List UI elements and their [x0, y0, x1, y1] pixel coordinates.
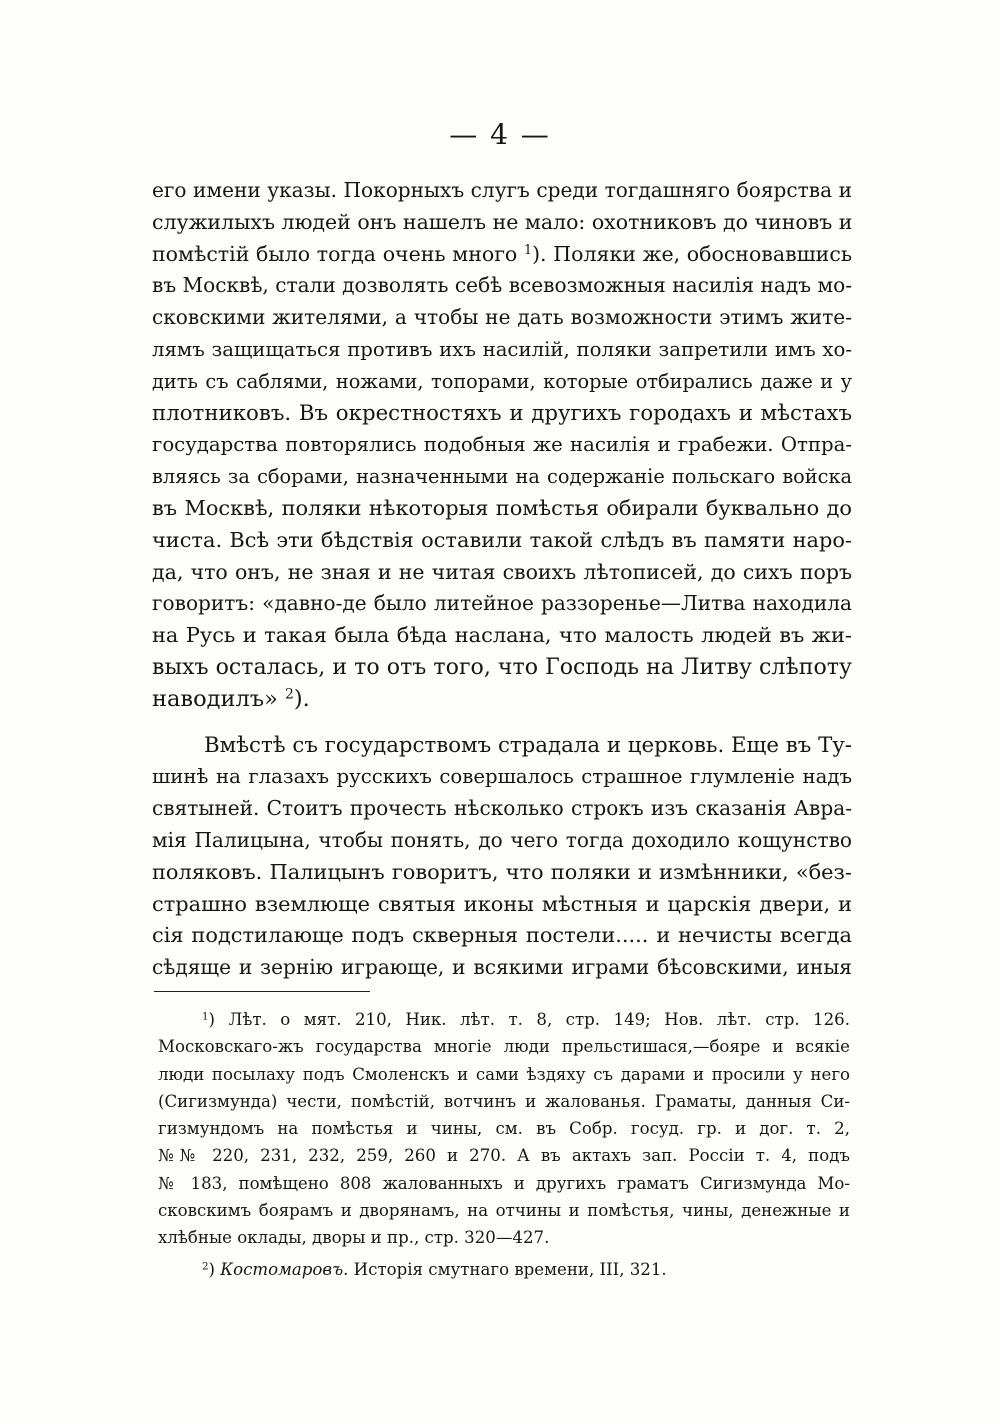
text-line: его имени указы. Покорныхъ слугъ среди тогдашняго боярства и	[152, 178, 852, 202]
text-fragment: ). Поляки же, обосновавшись	[532, 241, 852, 266]
footnote-1-line: гизмундомъ на помѣстья и чины, см. въ Собр. госуд. гр. и дог. т. 2,	[158, 1119, 850, 1139]
text-line: мія Палицына, чтобы понять, до чего тогда доходило кощунство	[152, 827, 852, 852]
footnote-1-line: № 183, помѣщено 808 жалованныхъ и другихъ граматъ Сигизмунда Мо-	[158, 1173, 850, 1193]
text-line: государства повторялись подобныя же насилія и грабежи. Отпра-	[152, 433, 852, 457]
footnote-divider	[154, 991, 370, 992]
text-fragment: ).	[293, 685, 310, 712]
text-line: святыней. Стоитъ прочесть нѣсколько строкъ изъ сказанія Авра-	[152, 796, 852, 821]
text-line: чиста. Всѣ эти бѣдствія оставили такой слѣдъ въ памяти наро-	[152, 527, 852, 552]
paragraph-gap	[152, 716, 852, 730]
footnote-1-line: (Сигизмунда) чести, помѣстій, вотчинъ и жалованья. Граматы, данныя Си-	[158, 1091, 850, 1111]
text-line: сія подстилающе подъ скверныя постели..... и нечисты всегда	[152, 923, 852, 948]
text-line: въ Москвѣ, поляки нѣкоторыя помѣстья обирали буквально до	[152, 495, 852, 520]
text-line: въ Москвѣ, стали дозволять себѣ всевозможныя насилія надъ мо-	[152, 273, 852, 298]
text-fragment: Лѣт. о мят. 210, Ник. лѣт. т. 8, стр. 149; Нов. лѣт. стр. 126.	[228, 1010, 850, 1029]
footnote-ref-1[interactable]: 1	[523, 241, 533, 257]
text-line: вляясь за сборами, назначенными на содержаніе польскаго войска	[152, 465, 852, 489]
footnote-ref-2[interactable]: 2	[285, 686, 294, 703]
text-fragment: наводилъ»	[152, 685, 278, 712]
footnote-1-line: хлѣбные оклады, дворы и пр., стр. 320—427.	[158, 1228, 550, 1248]
text-line: страшно вземлюще святыя иконы мѣстныя и царскія двери, и	[152, 891, 852, 916]
footnote-1-line: №№ 220, 231, 232, 259, 260 и 270. А въ актахъ зап. Россіи т. 4, подъ	[158, 1146, 850, 1166]
text-line: поляковъ. Палицынъ говоритъ, что поляки и измѣнники, «без-	[152, 859, 852, 884]
footnote-2-author: Костомаровъ.	[220, 1259, 349, 1279]
text-line: на Русь и такая была бѣда наслана, что малость людей въ жи-	[152, 623, 852, 648]
text-line: сѣдяще и зернію играюще, и всякими играми бѣсовскими, иныя	[152, 955, 852, 980]
text-line: шинѣ на глазахъ русскихъ совершалось страшное глумленіе надъ	[152, 765, 852, 789]
footnote-2-text: Исторія смутнаго времени, III, 321.	[348, 1259, 667, 1279]
text-line: говоритъ: «давно-де было литейное раззоренье—Литва находила	[152, 591, 852, 616]
text-line: плотниковъ. Въ окрестностяхъ и другихъ городахъ и мѣстахъ	[152, 400, 852, 426]
text-line: служилыхъ людей онъ нашелъ не мало: охотниковъ до чиновъ и	[152, 209, 852, 234]
text-line: лямъ защищаться противъ ихъ насилій, поляки запретили имъ хо-	[152, 337, 852, 361]
text-line: дить съ саблями, ножами, топорами, которые отбирались даже и у	[152, 369, 852, 393]
text-line	[152, 684, 852, 716]
footnotes	[158, 1006, 850, 1283]
footnote-1-line: Московскаго-жъ государства многіе люди прельстишася,—бояре и всякіе	[158, 1037, 850, 1057]
page-number: — 4 —	[449, 118, 551, 151]
footnote-1-line: $^1$) Лѣт. о мят. 210, Ник. лѣт. т. 8, стр. 149; Нов. лѣт. стр. 126.	[202, 1010, 850, 1029]
text-line: сковскими жителями, а чтобы не дать возможности этимъ жите-	[152, 305, 852, 330]
footnote-marker-1: 1	[202, 1010, 209, 1023]
text-line	[152, 239, 852, 271]
text-line: да, что онъ, не зная и не читая своихъ лѣтописей, до сихъ поръ	[152, 559, 852, 584]
text-line: выхъ осталась, и то отъ того, что Господь на Литву слѣпоту	[152, 653, 852, 680]
body-text	[152, 175, 852, 984]
footnote-1-line: сковскимъ боярамъ и дворянамъ, на отчины и помѣстья, чины, денежные и	[158, 1201, 850, 1221]
text-line: Вмѣстѣ съ государствомъ страдала и церковь. Еще въ Ту-	[204, 732, 852, 758]
text-fragment: помѣстій было тогда очень много	[152, 241, 518, 266]
footnote-marker-2: 2	[202, 1260, 209, 1273]
footnote-2-line: $^2$) Костомаровъ. Исторія смутнаго времени, III, 321.	[202, 1259, 667, 1279]
footnote-1-line: люди посылаху подъ Смоленскъ и сами ѣздяху съ дарами и просили у него	[158, 1064, 850, 1084]
